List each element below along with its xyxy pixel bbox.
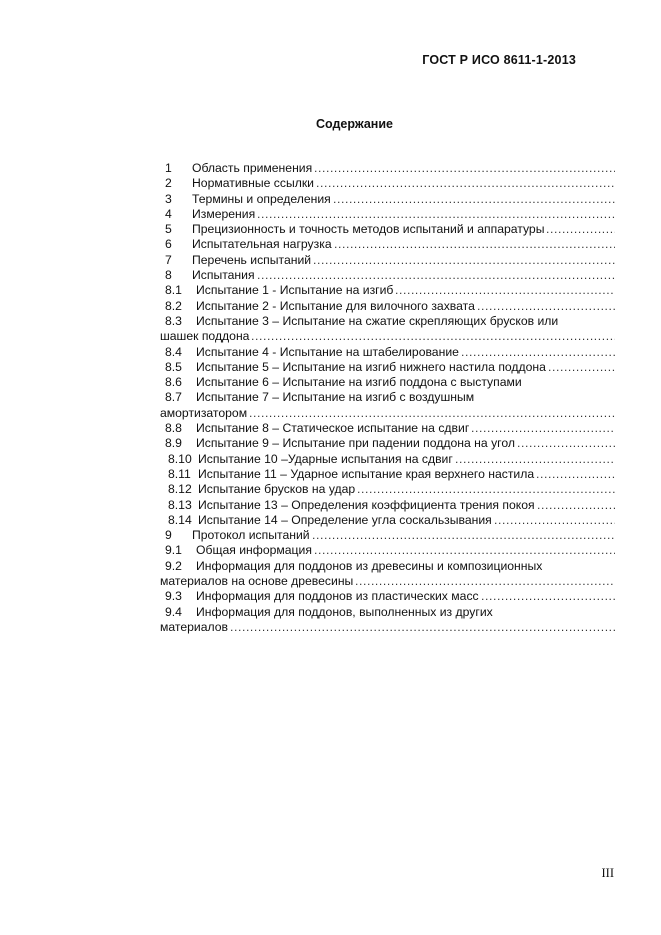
toc-entry-number: 8.9 (165, 436, 182, 451)
toc-entry-number: 6 (165, 237, 172, 252)
toc-entry (160, 253, 615, 268)
toc-entry (160, 375, 615, 390)
toc-entry-number: 9.1 (165, 543, 182, 558)
toc-entry (160, 528, 615, 543)
toc-entry-title: Термины и определения (192, 191, 331, 206)
toc-entry-title-continued: амортизатором (160, 405, 248, 420)
toc-entry-number: 8.4 (165, 344, 182, 359)
toc-entry (160, 452, 615, 467)
leader-dots (494, 513, 615, 528)
toc-entry-title: Испытание 2 - Испытание для вилочного захвата (196, 298, 475, 313)
toc-entry (160, 390, 615, 405)
toc-entry-number: 8.6 (165, 375, 182, 390)
toc-entry-number: 8.13 (168, 497, 192, 512)
toc-entry-title: Информация для поддонов из древесины и композиционных (196, 558, 543, 573)
toc-entry (160, 589, 615, 604)
toc-entry-title: Перечень испытаний (192, 252, 312, 267)
toc-entry-continuation (160, 620, 615, 635)
toc-entry-title-continued: шашек поддона (160, 329, 250, 344)
leader-dots (355, 574, 615, 589)
toc-entry (160, 176, 615, 191)
leader-dots (455, 452, 615, 467)
toc-entry-title: Испытания (192, 268, 255, 283)
toc-entry (160, 559, 615, 574)
toc-entry-number: 9 (165, 528, 172, 543)
toc-entry (160, 268, 615, 283)
toc-entry-number: 8.8 (165, 421, 182, 436)
leader-dots (517, 436, 615, 451)
leader-dots (357, 482, 615, 497)
toc-entry-title: Общая информация (196, 543, 312, 558)
leader-dots (461, 345, 615, 360)
toc-entry-number: 4 (165, 206, 172, 221)
toc-entry-title: Испытание 11 – Ударное испытание края верхнего настила (198, 466, 535, 481)
toc-entry-number: 1 (165, 161, 172, 175)
toc-entry-number: 2 (165, 176, 172, 191)
leader-dots (548, 360, 615, 375)
leader-dots (314, 161, 615, 176)
leader-dots (395, 283, 615, 298)
toc-entry-number: 8.5 (165, 359, 182, 374)
toc-entry-number: 9.3 (165, 589, 182, 604)
leader-dots (477, 299, 615, 314)
toc-entry-number: 8.11 (168, 466, 191, 481)
toc-entry-number: 8.1 (165, 283, 182, 298)
toc-entry (160, 421, 615, 436)
leader-dots (249, 406, 615, 421)
toc-entry-title: Испытательная нагрузка (192, 237, 332, 252)
toc-entry (160, 345, 615, 360)
page-number: III (601, 866, 614, 880)
leader-dots (536, 467, 615, 482)
toc-entry-title: Прецизионность и точность методов испытаний и аппаратуры (192, 222, 545, 237)
toc-entry (160, 237, 615, 252)
page-title: Содержание (315, 117, 393, 131)
toc-entry (160, 543, 615, 558)
toc-entry-title: Испытание 5 – Испытание на изгиб нижнего настила поддона (196, 359, 546, 374)
toc-entry-title: Нормативные ссылки (192, 176, 314, 191)
toc-entry-title-continued: материалов на основе древесины (160, 574, 354, 589)
toc-entry-title: Испытание 9 – Испытание при падении поддона на угол (196, 436, 515, 451)
toc-entry (160, 207, 615, 222)
toc-entry-number: 7 (165, 252, 172, 267)
leader-dots (257, 207, 615, 222)
toc-entry (160, 299, 615, 314)
toc-entry-number: 8.3 (165, 313, 182, 328)
toc-entry (160, 482, 615, 497)
leader-dots (314, 543, 615, 558)
toc-entry-continuation (160, 574, 615, 589)
leader-dots (333, 192, 615, 207)
leader-dots (316, 176, 615, 191)
toc-entry-number: 8.10 (168, 451, 192, 466)
toc-entry (160, 498, 615, 513)
toc-entry-continuation (160, 329, 615, 344)
toc-entry-number: 8.12 (168, 482, 192, 497)
toc-entry-title: Измерения (192, 206, 256, 221)
toc-entry (160, 222, 615, 237)
toc-entry (160, 314, 615, 329)
toc-entry-title: Испытание 6 – Испытание на изгиб поддона с выступами (196, 375, 522, 390)
toc-entry-number: 8.14 (168, 512, 192, 527)
toc-entry-title: Область применения (192, 161, 313, 175)
leader-dots (537, 498, 615, 513)
toc-entry (160, 436, 615, 451)
toc-entry-title: Испытание 10 –Ударные испытания на сдвиг (198, 451, 453, 466)
leader-dots (312, 528, 615, 543)
toc-entry-number: 8 (165, 268, 172, 283)
toc-entry-number: 9.4 (165, 604, 182, 619)
toc-entry-number: 8.7 (165, 390, 182, 405)
toc-entry-title: Испытание 3 – Испытание на сжатие скрепляющих брусков или (196, 313, 559, 328)
toc-entry-title: Протокол испытаний (192, 528, 310, 543)
leader-dots (471, 421, 615, 436)
leader-dots (257, 268, 615, 283)
toc-entry-title: Испытание 8 – Статическое испытание на сдвиг (196, 421, 470, 436)
toc-entry (160, 467, 615, 482)
toc-entry-number: 9.2 (165, 558, 182, 573)
toc-entry (160, 161, 615, 176)
toc-entry (160, 513, 615, 528)
leader-dots (481, 589, 615, 604)
toc-entry-title: Информация для поддонов, выполненных из других (196, 604, 493, 619)
toc-entry (160, 283, 615, 298)
table-of-contents (160, 161, 615, 635)
toc-entry-title: Испытание 7 – Испытание на изгиб с воздушным (196, 390, 475, 405)
leader-dots (546, 222, 615, 237)
toc-entry-title-continued: материалов (160, 619, 228, 634)
toc-entry-number: 3 (165, 191, 172, 206)
toc-entry-title: Информация для поддонов из пластических масс (196, 589, 479, 604)
toc-entry (160, 192, 615, 207)
toc-entry (160, 360, 615, 375)
leader-dots (334, 237, 615, 252)
document-header: ГОСТ Р ИСО 8611-1-2013 (422, 53, 576, 67)
toc-entry-title: Испытание 1 - Испытание на изгиб (196, 283, 394, 298)
toc-entry-title: Испытание 14 – Определение угла соскальзывания (198, 512, 492, 527)
leader-dots (251, 329, 615, 344)
toc-entry-title: Испытание 4 - Испытание на штабелирование (196, 344, 459, 359)
toc-entry-continuation (160, 406, 615, 421)
toc-entry-title: Испытание брусков на удар (198, 482, 356, 497)
leader-dots (313, 253, 615, 268)
toc-entry-number: 5 (165, 222, 172, 237)
leader-dots (230, 620, 615, 635)
toc-entry (160, 605, 615, 620)
toc-entry-title: Испытание 13 – Определения коэффициента трения покоя (198, 497, 535, 512)
toc-entry-number: 8.2 (165, 298, 182, 313)
